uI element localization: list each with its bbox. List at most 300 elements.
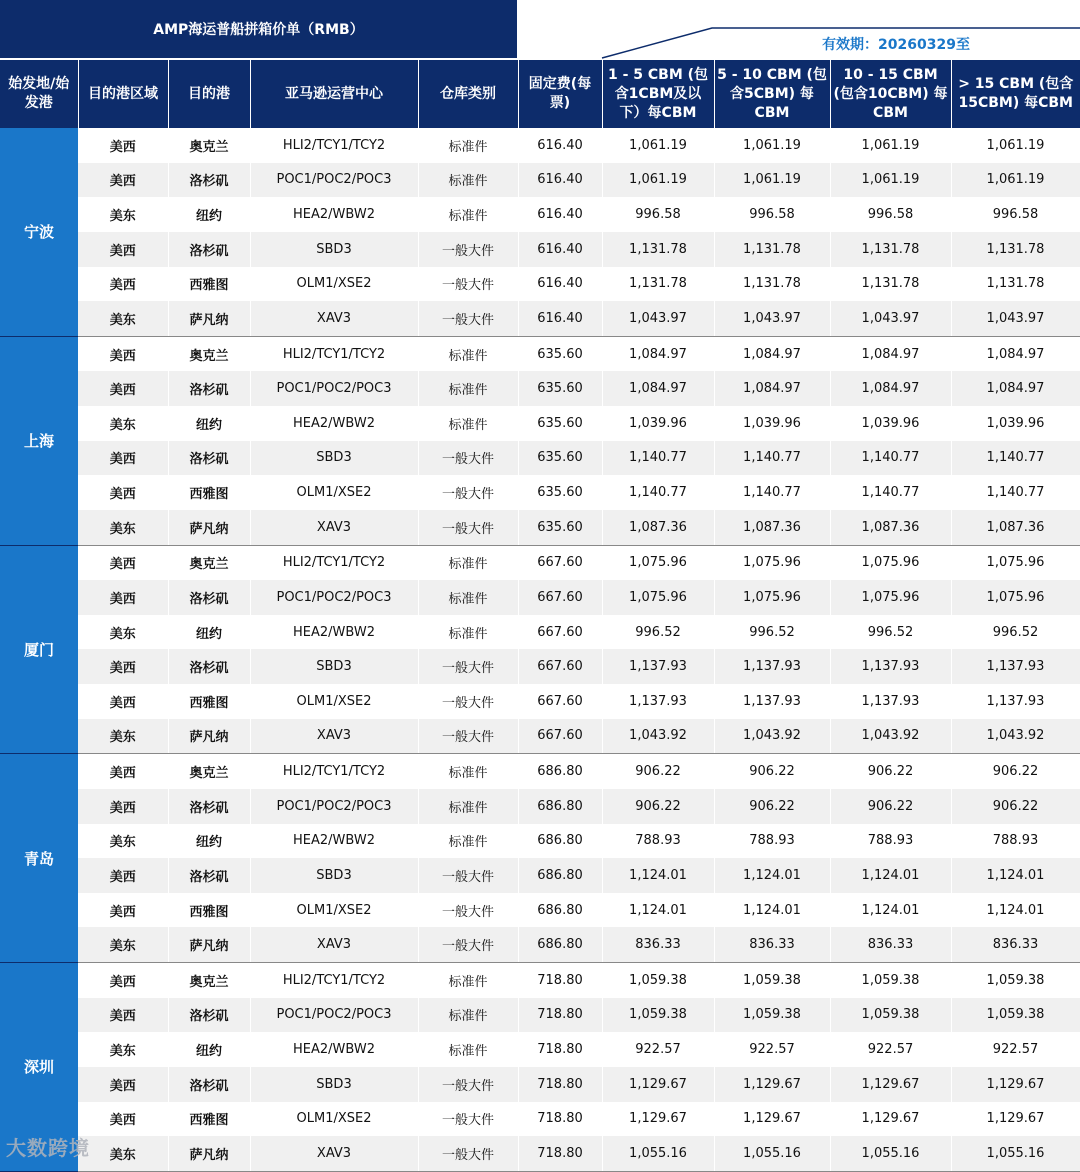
table-row bbox=[0, 963, 1080, 998]
warehouse-type-cell: 一般大件 bbox=[418, 1067, 518, 1102]
tier-5-10-rate-cell: 996.52 bbox=[714, 615, 830, 650]
warehouse-type-cell: 一般大件 bbox=[418, 301, 518, 336]
fulfillment-center-cell: HEA2/WBW2 bbox=[250, 824, 418, 859]
tier-15-plus-rate-cell: 1,059.38 bbox=[951, 963, 1080, 998]
tier-1-5-rate-cell: 1,131.78 bbox=[602, 267, 714, 302]
tier-15-plus-rate-cell: 788.93 bbox=[951, 824, 1080, 859]
tier-1-5-rate-cell: 1,129.67 bbox=[602, 1102, 714, 1137]
warehouse-type-cell: 一般大件 bbox=[418, 1102, 518, 1137]
warehouse-type-cell: 标准件 bbox=[418, 371, 518, 406]
dest-port-cell: 萨凡纳 bbox=[168, 510, 250, 545]
tier-15-plus-rate-cell: 1,084.97 bbox=[951, 371, 1080, 406]
warehouse-type-cell: 一般大件 bbox=[418, 719, 518, 754]
dest-region-cell: 美东 bbox=[78, 824, 168, 859]
tier-10-15-rate-cell: 1,075.96 bbox=[830, 545, 951, 580]
tier-1-5-rate-cell: 1,140.77 bbox=[602, 475, 714, 510]
dest-port-cell: 萨凡纳 bbox=[168, 1136, 250, 1171]
fixed-fee-cell: 686.80 bbox=[518, 927, 602, 962]
fulfillment-center-cell: HLI2/TCY1/TCY2 bbox=[250, 128, 418, 163]
warehouse-type-cell: 标准件 bbox=[418, 615, 518, 650]
tier-5-10-rate-cell: 906.22 bbox=[714, 789, 830, 824]
tier-1-5-rate-cell: 788.93 bbox=[602, 824, 714, 859]
tier-15-plus-rate-cell: 1,059.38 bbox=[951, 998, 1080, 1033]
table-row bbox=[0, 858, 1080, 893]
dest-port-cell: 洛杉矶 bbox=[168, 371, 250, 406]
tier-10-15-rate-cell: 996.58 bbox=[830, 197, 951, 232]
fulfillment-center-cell: XAV3 bbox=[250, 927, 418, 962]
rate-table bbox=[0, 60, 1080, 1172]
tier-1-5-rate-cell: 996.52 bbox=[602, 615, 714, 650]
dest-region-cell: 美西 bbox=[78, 475, 168, 510]
fulfillment-center-cell: HLI2/TCY1/TCY2 bbox=[250, 754, 418, 789]
fixed-fee-cell: 635.60 bbox=[518, 406, 602, 441]
tier-15-plus-rate-cell: 1,131.78 bbox=[951, 232, 1080, 267]
table-row bbox=[0, 719, 1080, 754]
fixed-fee-cell: 616.40 bbox=[518, 301, 602, 336]
table-row bbox=[0, 893, 1080, 928]
table-row bbox=[0, 267, 1080, 302]
tier-1-5-rate-cell: 1,043.92 bbox=[602, 719, 714, 754]
header-tier-5-10: 5 - 10 CBM (包含5CBM) 每CBM bbox=[714, 60, 830, 128]
warehouse-type-cell: 一般大件 bbox=[418, 649, 518, 684]
tier-10-15-rate-cell: 836.33 bbox=[830, 927, 951, 962]
tier-1-5-rate-cell: 906.22 bbox=[602, 789, 714, 824]
fulfillment-center-cell: XAV3 bbox=[250, 1136, 418, 1171]
dest-region-cell: 美东 bbox=[78, 719, 168, 754]
origin-port-cell: 厦门 bbox=[0, 545, 78, 754]
fulfillment-center-cell: OLM1/XSE2 bbox=[250, 475, 418, 510]
table-row bbox=[0, 998, 1080, 1033]
tier-5-10-rate-cell: 1,043.92 bbox=[714, 719, 830, 754]
tier-15-plus-rate-cell: 1,043.97 bbox=[951, 301, 1080, 336]
dest-port-cell: 奥克兰 bbox=[168, 963, 250, 998]
header-dest-region: 目的港区域 bbox=[78, 60, 168, 128]
tier-15-plus-rate-cell: 1,075.96 bbox=[951, 580, 1080, 615]
dest-port-cell: 西雅图 bbox=[168, 1102, 250, 1137]
fulfillment-center-cell: HEA2/WBW2 bbox=[250, 1032, 418, 1067]
watermark-logo: 大数跨境 bbox=[6, 1136, 90, 1160]
tier-15-plus-rate-cell: 1,043.92 bbox=[951, 719, 1080, 754]
warehouse-type-cell: 标准件 bbox=[418, 789, 518, 824]
dest-region-cell: 美西 bbox=[78, 789, 168, 824]
tier-15-plus-rate-cell: 1,124.01 bbox=[951, 893, 1080, 928]
tier-10-15-rate-cell: 1,131.78 bbox=[830, 267, 951, 302]
origin-port-cell: 青岛 bbox=[0, 754, 78, 963]
dest-port-cell: 西雅图 bbox=[168, 475, 250, 510]
fulfillment-center-cell: HEA2/WBW2 bbox=[250, 197, 418, 232]
tier-15-plus-rate-cell: 1,137.93 bbox=[951, 684, 1080, 719]
tier-1-5-rate-cell: 922.57 bbox=[602, 1032, 714, 1067]
tier-15-plus-rate-cell: 1,075.96 bbox=[951, 545, 1080, 580]
table-row bbox=[0, 441, 1080, 476]
table-row bbox=[0, 128, 1080, 163]
dest-region-cell: 美东 bbox=[78, 406, 168, 441]
warehouse-type-cell: 一般大件 bbox=[418, 858, 518, 893]
table-row bbox=[0, 510, 1080, 545]
tier-5-10-rate-cell: 1,061.19 bbox=[714, 163, 830, 198]
warehouse-type-cell: 一般大件 bbox=[418, 927, 518, 962]
tier-5-10-rate-cell: 1,075.96 bbox=[714, 545, 830, 580]
table-row bbox=[0, 406, 1080, 441]
dest-region-cell: 美西 bbox=[78, 893, 168, 928]
fulfillment-center-cell: OLM1/XSE2 bbox=[250, 267, 418, 302]
dest-port-cell: 纽约 bbox=[168, 824, 250, 859]
tier-1-5-rate-cell: 1,055.16 bbox=[602, 1136, 714, 1171]
tier-15-plus-rate-cell: 1,039.96 bbox=[951, 406, 1080, 441]
dest-port-cell: 洛杉矶 bbox=[168, 789, 250, 824]
tier-5-10-rate-cell: 1,137.93 bbox=[714, 684, 830, 719]
tier-5-10-rate-cell: 1,124.01 bbox=[714, 893, 830, 928]
tier-15-plus-rate-cell: 1,084.97 bbox=[951, 336, 1080, 371]
tier-15-plus-rate-cell: 1,061.19 bbox=[951, 128, 1080, 163]
header-tier-1-5: 1 - 5 CBM (包含1CBM及以下）每CBM bbox=[602, 60, 714, 128]
table-row bbox=[0, 649, 1080, 684]
dest-region-cell: 美西 bbox=[78, 1102, 168, 1137]
warehouse-type-cell: 标准件 bbox=[418, 963, 518, 998]
tier-15-plus-rate-cell: 1,129.67 bbox=[951, 1102, 1080, 1137]
tier-1-5-rate-cell: 1,140.77 bbox=[602, 441, 714, 476]
tier-10-15-rate-cell: 1,140.77 bbox=[830, 475, 951, 510]
dest-region-cell: 美西 bbox=[78, 336, 168, 371]
tier-5-10-rate-cell: 922.57 bbox=[714, 1032, 830, 1067]
dest-region-cell: 美东 bbox=[78, 510, 168, 545]
tier-10-15-rate-cell: 996.52 bbox=[830, 615, 951, 650]
fulfillment-center-cell: POC1/POC2/POC3 bbox=[250, 163, 418, 198]
fulfillment-center-cell: SBD3 bbox=[250, 441, 418, 476]
dest-region-cell: 美东 bbox=[78, 301, 168, 336]
fulfillment-center-cell: HEA2/WBW2 bbox=[250, 406, 418, 441]
tier-1-5-rate-cell: 1,039.96 bbox=[602, 406, 714, 441]
tier-5-10-rate-cell: 1,055.16 bbox=[714, 1136, 830, 1171]
dest-port-cell: 奥克兰 bbox=[168, 545, 250, 580]
fixed-fee-cell: 635.60 bbox=[518, 475, 602, 510]
dest-region-cell: 美西 bbox=[78, 441, 168, 476]
tier-5-10-rate-cell: 1,059.38 bbox=[714, 963, 830, 998]
tier-10-15-rate-cell: 922.57 bbox=[830, 1032, 951, 1067]
header-origin: 始发地/始发港 bbox=[0, 60, 78, 128]
tier-1-5-rate-cell: 1,137.93 bbox=[602, 649, 714, 684]
tier-1-5-rate-cell: 1,084.97 bbox=[602, 336, 714, 371]
dest-region-cell: 美西 bbox=[78, 1067, 168, 1102]
dest-port-cell: 纽约 bbox=[168, 615, 250, 650]
tier-10-15-rate-cell: 906.22 bbox=[830, 754, 951, 789]
fulfillment-center-cell: POC1/POC2/POC3 bbox=[250, 789, 418, 824]
dest-port-cell: 萨凡纳 bbox=[168, 719, 250, 754]
table-row bbox=[0, 232, 1080, 267]
fulfillment-center-cell: HLI2/TCY1/TCY2 bbox=[250, 545, 418, 580]
tier-5-10-rate-cell: 1,140.77 bbox=[714, 475, 830, 510]
fixed-fee-cell: 667.60 bbox=[518, 580, 602, 615]
origin-port-cell: 上海 bbox=[0, 336, 78, 545]
fulfillment-center-cell: SBD3 bbox=[250, 232, 418, 267]
tier-10-15-rate-cell: 1,124.01 bbox=[830, 893, 951, 928]
table-row bbox=[0, 615, 1080, 650]
table-row bbox=[0, 927, 1080, 962]
warehouse-type-cell: 标准件 bbox=[418, 545, 518, 580]
tier-10-15-rate-cell: 1,124.01 bbox=[830, 858, 951, 893]
tier-5-10-rate-cell: 788.93 bbox=[714, 824, 830, 859]
tier-15-plus-rate-cell: 1,061.19 bbox=[951, 163, 1080, 198]
validity-date: 有效期：20260329至 bbox=[822, 37, 970, 53]
fixed-fee-cell: 686.80 bbox=[518, 789, 602, 824]
tier-15-plus-rate-cell: 1,087.36 bbox=[951, 510, 1080, 545]
warehouse-type-cell: 一般大件 bbox=[418, 684, 518, 719]
fixed-fee-cell: 635.60 bbox=[518, 510, 602, 545]
tier-15-plus-rate-cell: 1,131.78 bbox=[951, 267, 1080, 302]
fixed-fee-cell: 667.60 bbox=[518, 545, 602, 580]
tier-5-10-rate-cell: 1,059.38 bbox=[714, 998, 830, 1033]
table-row bbox=[0, 1136, 1080, 1171]
dest-region-cell: 美西 bbox=[78, 128, 168, 163]
fixed-fee-cell: 635.60 bbox=[518, 441, 602, 476]
dest-port-cell: 奥克兰 bbox=[168, 754, 250, 789]
tier-1-5-rate-cell: 1,137.93 bbox=[602, 684, 714, 719]
tier-10-15-rate-cell: 1,075.96 bbox=[830, 580, 951, 615]
tier-15-plus-rate-cell: 1,124.01 bbox=[951, 858, 1080, 893]
origin-port-cell: 宁波 bbox=[0, 128, 78, 336]
warehouse-type-cell: 一般大件 bbox=[418, 267, 518, 302]
dest-port-cell: 洛杉矶 bbox=[168, 998, 250, 1033]
dest-region-cell: 美西 bbox=[78, 858, 168, 893]
fixed-fee-cell: 635.60 bbox=[518, 371, 602, 406]
warehouse-type-cell: 标准件 bbox=[418, 998, 518, 1033]
tier-1-5-rate-cell: 1,124.01 bbox=[602, 893, 714, 928]
tier-10-15-rate-cell: 1,129.67 bbox=[830, 1067, 951, 1102]
fulfillment-center-cell: OLM1/XSE2 bbox=[250, 684, 418, 719]
fulfillment-center-cell: XAV3 bbox=[250, 510, 418, 545]
fulfillment-center-cell: XAV3 bbox=[250, 719, 418, 754]
dest-region-cell: 美西 bbox=[78, 684, 168, 719]
tier-15-plus-rate-cell: 922.57 bbox=[951, 1032, 1080, 1067]
tier-1-5-rate-cell: 1,084.97 bbox=[602, 371, 714, 406]
table-row bbox=[0, 301, 1080, 336]
tier-1-5-rate-cell: 1,075.96 bbox=[602, 580, 714, 615]
header-fixed-fee: 固定费(每票) bbox=[518, 60, 602, 128]
tier-5-10-rate-cell: 1,075.96 bbox=[714, 580, 830, 615]
table-row bbox=[0, 1032, 1080, 1067]
fulfillment-center-cell: HEA2/WBW2 bbox=[250, 615, 418, 650]
tier-1-5-rate-cell: 1,124.01 bbox=[602, 858, 714, 893]
warehouse-type-cell: 一般大件 bbox=[418, 475, 518, 510]
fixed-fee-cell: 718.80 bbox=[518, 1136, 602, 1171]
fixed-fee-cell: 686.80 bbox=[518, 893, 602, 928]
validity-frame bbox=[517, 0, 1080, 60]
tier-5-10-rate-cell: 1,131.78 bbox=[714, 232, 830, 267]
table-row bbox=[0, 371, 1080, 406]
tier-5-10-rate-cell: 1,129.67 bbox=[714, 1067, 830, 1102]
fixed-fee-cell: 667.60 bbox=[518, 719, 602, 754]
tier-15-plus-rate-cell: 906.22 bbox=[951, 754, 1080, 789]
warehouse-type-cell: 标准件 bbox=[418, 1032, 518, 1067]
tier-10-15-rate-cell: 1,137.93 bbox=[830, 649, 951, 684]
dest-region-cell: 美西 bbox=[78, 649, 168, 684]
dest-region-cell: 美西 bbox=[78, 545, 168, 580]
warehouse-type-cell: 一般大件 bbox=[418, 510, 518, 545]
tier-10-15-rate-cell: 1,061.19 bbox=[830, 128, 951, 163]
fixed-fee-cell: 718.80 bbox=[518, 963, 602, 998]
dest-port-cell: 洛杉矶 bbox=[168, 1067, 250, 1102]
fixed-fee-cell: 686.80 bbox=[518, 824, 602, 859]
fixed-fee-cell: 667.60 bbox=[518, 649, 602, 684]
header-tier-10-15: 10 - 15 CBM (包含10CBM) 每CBM bbox=[830, 60, 951, 128]
dest-region-cell: 美西 bbox=[78, 267, 168, 302]
fixed-fee-cell: 616.40 bbox=[518, 232, 602, 267]
fulfillment-center-cell: POC1/POC2/POC3 bbox=[250, 371, 418, 406]
tier-15-plus-rate-cell: 996.52 bbox=[951, 615, 1080, 650]
dest-region-cell: 美东 bbox=[78, 927, 168, 962]
tier-5-10-rate-cell: 1,129.67 bbox=[714, 1102, 830, 1137]
tier-15-plus-rate-cell: 906.22 bbox=[951, 789, 1080, 824]
tier-10-15-rate-cell: 1,043.92 bbox=[830, 719, 951, 754]
tier-1-5-rate-cell: 996.58 bbox=[602, 197, 714, 232]
dest-region-cell: 美东 bbox=[78, 1136, 168, 1171]
header-tier-15-plus: > 15 CBM (包含15CBM) 每CBM bbox=[951, 60, 1080, 128]
fulfillment-center-cell: SBD3 bbox=[250, 1067, 418, 1102]
warehouse-type-cell: 标准件 bbox=[418, 754, 518, 789]
tier-10-15-rate-cell: 1,039.96 bbox=[830, 406, 951, 441]
table-row bbox=[0, 684, 1080, 719]
tier-10-15-rate-cell: 1,131.78 bbox=[830, 232, 951, 267]
fixed-fee-cell: 718.80 bbox=[518, 1067, 602, 1102]
tier-1-5-rate-cell: 1,087.36 bbox=[602, 510, 714, 545]
tier-5-10-rate-cell: 1,039.96 bbox=[714, 406, 830, 441]
tier-1-5-rate-cell: 1,059.38 bbox=[602, 963, 714, 998]
tier-10-15-rate-cell: 1,140.77 bbox=[830, 441, 951, 476]
dest-region-cell: 美西 bbox=[78, 371, 168, 406]
tier-15-plus-rate-cell: 1,055.16 bbox=[951, 1136, 1080, 1171]
fulfillment-center-cell: POC1/POC2/POC3 bbox=[250, 998, 418, 1033]
validity-banner bbox=[517, 0, 1080, 60]
table-row bbox=[0, 336, 1080, 371]
price-sheet-title: AMP海运普船拼箱价单（RMB） bbox=[0, 0, 517, 58]
fixed-fee-cell: 616.40 bbox=[518, 128, 602, 163]
table-row bbox=[0, 824, 1080, 859]
dest-port-cell: 萨凡纳 bbox=[168, 927, 250, 962]
fixed-fee-cell: 686.80 bbox=[518, 858, 602, 893]
warehouse-type-cell: 标准件 bbox=[418, 406, 518, 441]
dest-region-cell: 美西 bbox=[78, 163, 168, 198]
fixed-fee-cell: 667.60 bbox=[518, 615, 602, 650]
tier-15-plus-rate-cell: 1,129.67 bbox=[951, 1067, 1080, 1102]
tier-5-10-rate-cell: 996.58 bbox=[714, 197, 830, 232]
dest-port-cell: 洛杉矶 bbox=[168, 441, 250, 476]
dest-region-cell: 美东 bbox=[78, 1032, 168, 1067]
fulfillment-center-cell: POC1/POC2/POC3 bbox=[250, 580, 418, 615]
fulfillment-center-cell: OLM1/XSE2 bbox=[250, 1102, 418, 1137]
warehouse-type-cell: 标准件 bbox=[418, 197, 518, 232]
tier-1-5-rate-cell: 906.22 bbox=[602, 754, 714, 789]
tier-10-15-rate-cell: 1,059.38 bbox=[830, 998, 951, 1033]
table-row bbox=[0, 580, 1080, 615]
tier-1-5-rate-cell: 1,131.78 bbox=[602, 232, 714, 267]
dest-region-cell: 美西 bbox=[78, 998, 168, 1033]
tier-15-plus-rate-cell: 1,140.77 bbox=[951, 441, 1080, 476]
table-row bbox=[0, 754, 1080, 789]
dest-port-cell: 奥克兰 bbox=[168, 128, 250, 163]
tier-1-5-rate-cell: 1,043.97 bbox=[602, 301, 714, 336]
dest-region-cell: 美东 bbox=[78, 615, 168, 650]
warehouse-type-cell: 一般大件 bbox=[418, 232, 518, 267]
tier-5-10-rate-cell: 1,131.78 bbox=[714, 267, 830, 302]
dest-port-cell: 奥克兰 bbox=[168, 336, 250, 371]
tier-15-plus-rate-cell: 836.33 bbox=[951, 927, 1080, 962]
warehouse-type-cell: 标准件 bbox=[418, 336, 518, 371]
tier-10-15-rate-cell: 906.22 bbox=[830, 789, 951, 824]
table-row bbox=[0, 1102, 1080, 1137]
tier-5-10-rate-cell: 836.33 bbox=[714, 927, 830, 962]
fulfillment-center-cell: XAV3 bbox=[250, 301, 418, 336]
dest-port-cell: 西雅图 bbox=[168, 267, 250, 302]
tier-15-plus-rate-cell: 1,137.93 bbox=[951, 649, 1080, 684]
table-row bbox=[0, 789, 1080, 824]
dest-region-cell: 美西 bbox=[78, 580, 168, 615]
dest-port-cell: 西雅图 bbox=[168, 684, 250, 719]
tier-10-15-rate-cell: 1,061.19 bbox=[830, 163, 951, 198]
table-row bbox=[0, 475, 1080, 510]
dest-port-cell: 纽约 bbox=[168, 406, 250, 441]
fixed-fee-cell: 616.40 bbox=[518, 163, 602, 198]
tier-5-10-rate-cell: 906.22 bbox=[714, 754, 830, 789]
warehouse-type-cell: 一般大件 bbox=[418, 1136, 518, 1171]
tier-5-10-rate-cell: 1,140.77 bbox=[714, 441, 830, 476]
warehouse-type-cell: 标准件 bbox=[418, 128, 518, 163]
tier-10-15-rate-cell: 1,043.97 bbox=[830, 301, 951, 336]
dest-port-cell: 萨凡纳 bbox=[168, 301, 250, 336]
fixed-fee-cell: 718.80 bbox=[518, 1032, 602, 1067]
warehouse-type-cell: 标准件 bbox=[418, 163, 518, 198]
dest-port-cell: 洛杉矶 bbox=[168, 649, 250, 684]
tier-1-5-rate-cell: 1,129.67 bbox=[602, 1067, 714, 1102]
fulfillment-center-cell: SBD3 bbox=[250, 649, 418, 684]
table-row bbox=[0, 163, 1080, 198]
fulfillment-center-cell: HLI2/TCY1/TCY2 bbox=[250, 336, 418, 371]
fixed-fee-cell: 635.60 bbox=[518, 336, 602, 371]
dest-port-cell: 洛杉矶 bbox=[168, 580, 250, 615]
fulfillment-center-cell: OLM1/XSE2 bbox=[250, 893, 418, 928]
table-row bbox=[0, 545, 1080, 580]
header-dest-port: 目的港 bbox=[168, 60, 250, 128]
tier-10-15-rate-cell: 1,129.67 bbox=[830, 1102, 951, 1137]
dest-region-cell: 美东 bbox=[78, 197, 168, 232]
fixed-fee-cell: 667.60 bbox=[518, 684, 602, 719]
tier-5-10-rate-cell: 1,043.97 bbox=[714, 301, 830, 336]
tier-5-10-rate-cell: 1,124.01 bbox=[714, 858, 830, 893]
fulfillment-center-cell: SBD3 bbox=[250, 858, 418, 893]
fulfillment-center-cell: HLI2/TCY1/TCY2 bbox=[250, 963, 418, 998]
tier-5-10-rate-cell: 1,087.36 bbox=[714, 510, 830, 545]
origin-port-cell: 深圳 bbox=[0, 963, 78, 1172]
dest-port-cell: 洛杉矶 bbox=[168, 163, 250, 198]
header-row bbox=[0, 60, 1080, 128]
dest-region-cell: 美西 bbox=[78, 963, 168, 998]
tier-10-15-rate-cell: 1,055.16 bbox=[830, 1136, 951, 1171]
tier-10-15-rate-cell: 1,087.36 bbox=[830, 510, 951, 545]
warehouse-type-cell: 标准件 bbox=[418, 824, 518, 859]
tier-15-plus-rate-cell: 1,140.77 bbox=[951, 475, 1080, 510]
tier-1-5-rate-cell: 1,061.19 bbox=[602, 128, 714, 163]
fixed-fee-cell: 718.80 bbox=[518, 998, 602, 1033]
dest-port-cell: 洛杉矶 bbox=[168, 232, 250, 267]
tier-10-15-rate-cell: 788.93 bbox=[830, 824, 951, 859]
warehouse-type-cell: 一般大件 bbox=[418, 441, 518, 476]
tier-10-15-rate-cell: 1,137.93 bbox=[830, 684, 951, 719]
dest-region-cell: 美西 bbox=[78, 754, 168, 789]
tier-1-5-rate-cell: 836.33 bbox=[602, 927, 714, 962]
tier-15-plus-rate-cell: 996.58 bbox=[951, 197, 1080, 232]
header-warehouse-type: 仓库类别 bbox=[418, 60, 518, 128]
tier-5-10-rate-cell: 1,061.19 bbox=[714, 128, 830, 163]
tier-10-15-rate-cell: 1,059.38 bbox=[830, 963, 951, 998]
